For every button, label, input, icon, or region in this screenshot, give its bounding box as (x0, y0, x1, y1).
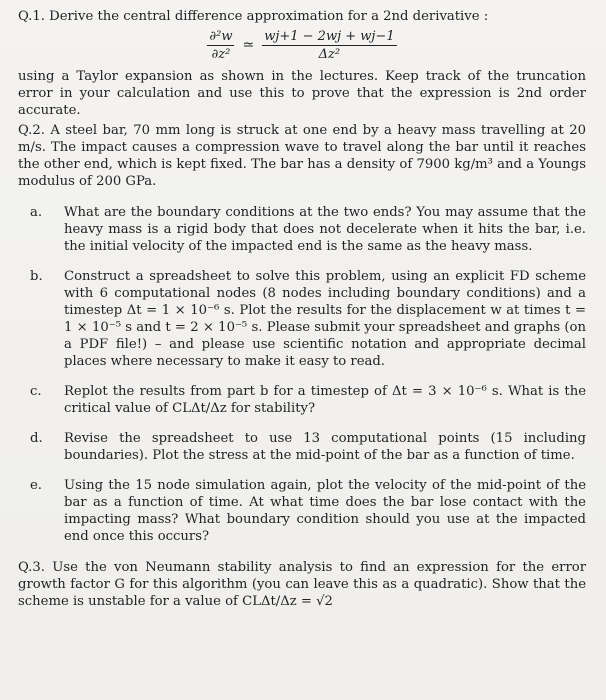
q3-text: Q.3. Use the von Neumann stability analysis to find an expression for the error growth factor G for this algorithm (you can leave this as a quadratic). Show that the scheme is unstable for a value of CLΔt/Δz = √2 (18, 560, 586, 609)
formula-rhs (262, 29, 396, 62)
part-marker: b. (30, 269, 43, 284)
part-marker: a. (30, 205, 43, 220)
part-text: Replot the results from part b for a timestep of Δt = 3 × 10⁻⁶ s. What is the critical value of CLΔt/Δz for stability? (64, 384, 586, 416)
formula-lhs-numerator: ∂²w (209, 29, 233, 44)
part-marker: e. (30, 478, 42, 493)
part-text: Revise the spreadsheet to use 13 computational points (15 including boundaries). Plot the stress at the mid-point of the bar as a function of time. (64, 431, 586, 463)
formula-rhs-denominator: Δz² (318, 47, 341, 62)
part-marker: c. (30, 384, 42, 399)
q2-part-d (18, 430, 586, 464)
q2-parts-list (18, 204, 586, 545)
part-text: What are the boundary conditions at the two ends? You may assume that the heavy mass is a rigid body that does not decelerate when it hits the bar, i.e. the initial velocity of the impacted end is the same as the heavy mass. (64, 205, 586, 254)
q2-part-b (18, 268, 586, 370)
formula-lhs (207, 29, 234, 62)
q1-body: using a Taylor expansion as shown in the lectures. Keep track of the truncation error in your calculation and use this to prove that the expression is 2nd order accurate. (18, 69, 586, 118)
formula-lhs-denominator: ∂z² (211, 47, 231, 62)
part-marker: d. (30, 431, 43, 446)
q2-part-a (18, 204, 586, 255)
q2-intro: Q.2. A steel bar, 70 mm long is struck at one end by a heavy mass travelling at 20 m/s. The impact causes a compression wave to travel along the bar until it reaches the other end, which is kept fixed. The bar has a density of 7900 kg/m³ and a Youngs modulus of 200 GPa. (18, 123, 586, 189)
q2-part-e (18, 477, 586, 545)
formula-rhs-numerator: wj+1 − 2wj + wj−1 (264, 29, 395, 44)
q1-heading: Q.1. Derive the central difference approximation for a 2nd derivative : (18, 9, 489, 24)
part-text: Using the 15 node simulation again, plot the velocity of the mid-point of the bar as a function of time. At what time does the bar lose contact with the impacting mass? What boundary condition should you use at the impacted end once this occurs? (64, 478, 586, 544)
formula-approx-sign: ≃ (242, 37, 255, 53)
central-difference-formula (18, 29, 586, 62)
part-text: Construct a spreadsheet to solve this problem, using an explicit FD scheme with 6 computational nodes (8 nodes including boundary conditions) and a timestep Δt = 1 × 10⁻⁶ s. Plot the results for the displacement w at times t = 1 × 10⁻⁵ s and t = 2 × 10⁻⁵ s. Please submit your spreadsheet and graphs (on a PDF file!) – and please use scientific notation and appropriate decimal places where necessary to make it easy to read. (64, 269, 586, 369)
q2-part-c (18, 383, 586, 417)
